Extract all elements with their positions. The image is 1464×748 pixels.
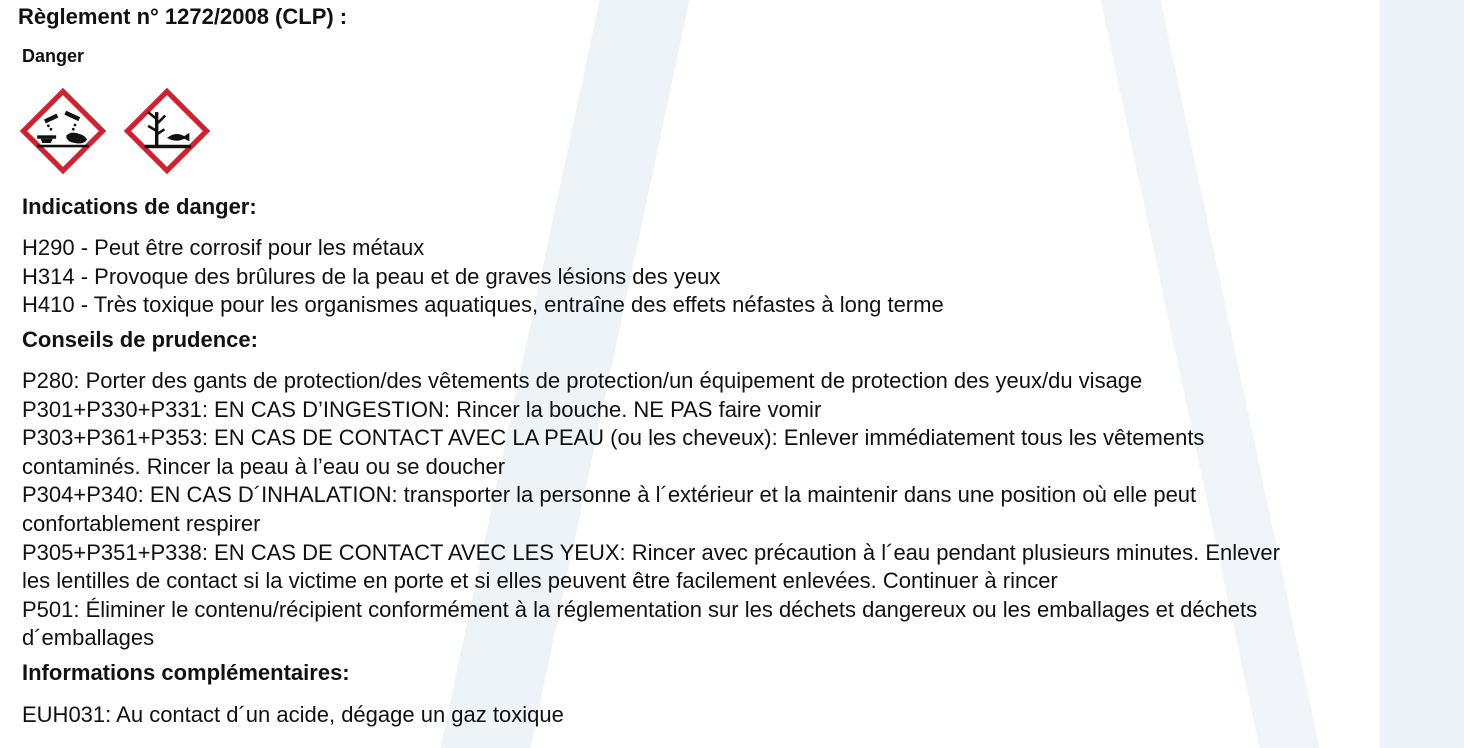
hazard-statement: H314 - Provoque des brûlures de la peau et de graves lésions des yeux — [22, 263, 721, 289]
precautionary-line: P305+P351+P338: EN CAS DE CONTACT AVEC LES YEUX: Rincer avec précaution à l´eau pendant plusieurs minutes. Enlever — [22, 539, 1280, 565]
hazard-pictograms — [20, 88, 210, 174]
hazard-statements-heading: Indications de danger: — [22, 194, 257, 219]
precautionary-line: P304+P340: EN CAS D´INHALATION: transporter la personne à l´extérieur et la maintenir dans une position où elle peut — [22, 482, 1197, 508]
precautionary-line: les lentilles de contact si la victime en porte et si elles peuvent être facilement enlevées. Continuer à rincer — [22, 568, 1058, 594]
hazard-statements-list — [22, 234, 944, 320]
precautionary-line: P280: Porter des gants de protection/des vêtements de protection/un équipement de protection des yeux/du visage — [22, 368, 1143, 393]
precautionary-line: P303+P361+P353: EN CAS DE CONTACT AVEC LA PEAU (ou les cheveux): Enlever immédiatement tous les vêtements — [22, 425, 1205, 451]
corrosion-pictogram-icon — [20, 88, 106, 174]
regulation-title: Règlement n° 1272/2008 (CLP) : — [18, 4, 348, 29]
supplementary-info-heading: Informations complémentaires: — [22, 660, 350, 685]
environment-pictogram-icon — [124, 88, 210, 174]
precautionary-statements-heading: Conseils de prudence: — [22, 327, 258, 352]
supplementary-statement: EUH031: Au contact d´un acide, dégage un gaz toxique — [22, 702, 564, 727]
precautionary-line: P501: Éliminer le contenu/récipient conformément à la réglementation sur les déchets dangereux ou les emballages et déchets — [22, 596, 1258, 622]
precautionary-line: P301+P330+P331: EN CAS D’INGESTION: Rincer la bouche. NE PAS faire vomir — [22, 396, 822, 422]
signal-word: Danger — [22, 46, 85, 66]
supplementary-info-list — [22, 701, 564, 730]
precautionary-line: confortablement respirer — [22, 510, 261, 536]
precautionary-line: d´emballages — [22, 625, 155, 651]
precautionary-statements-list — [22, 367, 1280, 653]
hazard-statement: H290 - Peut être corrosif pour les métaux — [22, 235, 425, 260]
precautionary-line: contaminés. Rincer la peau à l’eau ou se doucher — [22, 453, 506, 479]
hazard-statement: H410 - Très toxique pour les organismes aquatiques, entraîne des effets néfastes à long terme — [22, 292, 944, 318]
watermark-stripe — [1380, 0, 1464, 748]
